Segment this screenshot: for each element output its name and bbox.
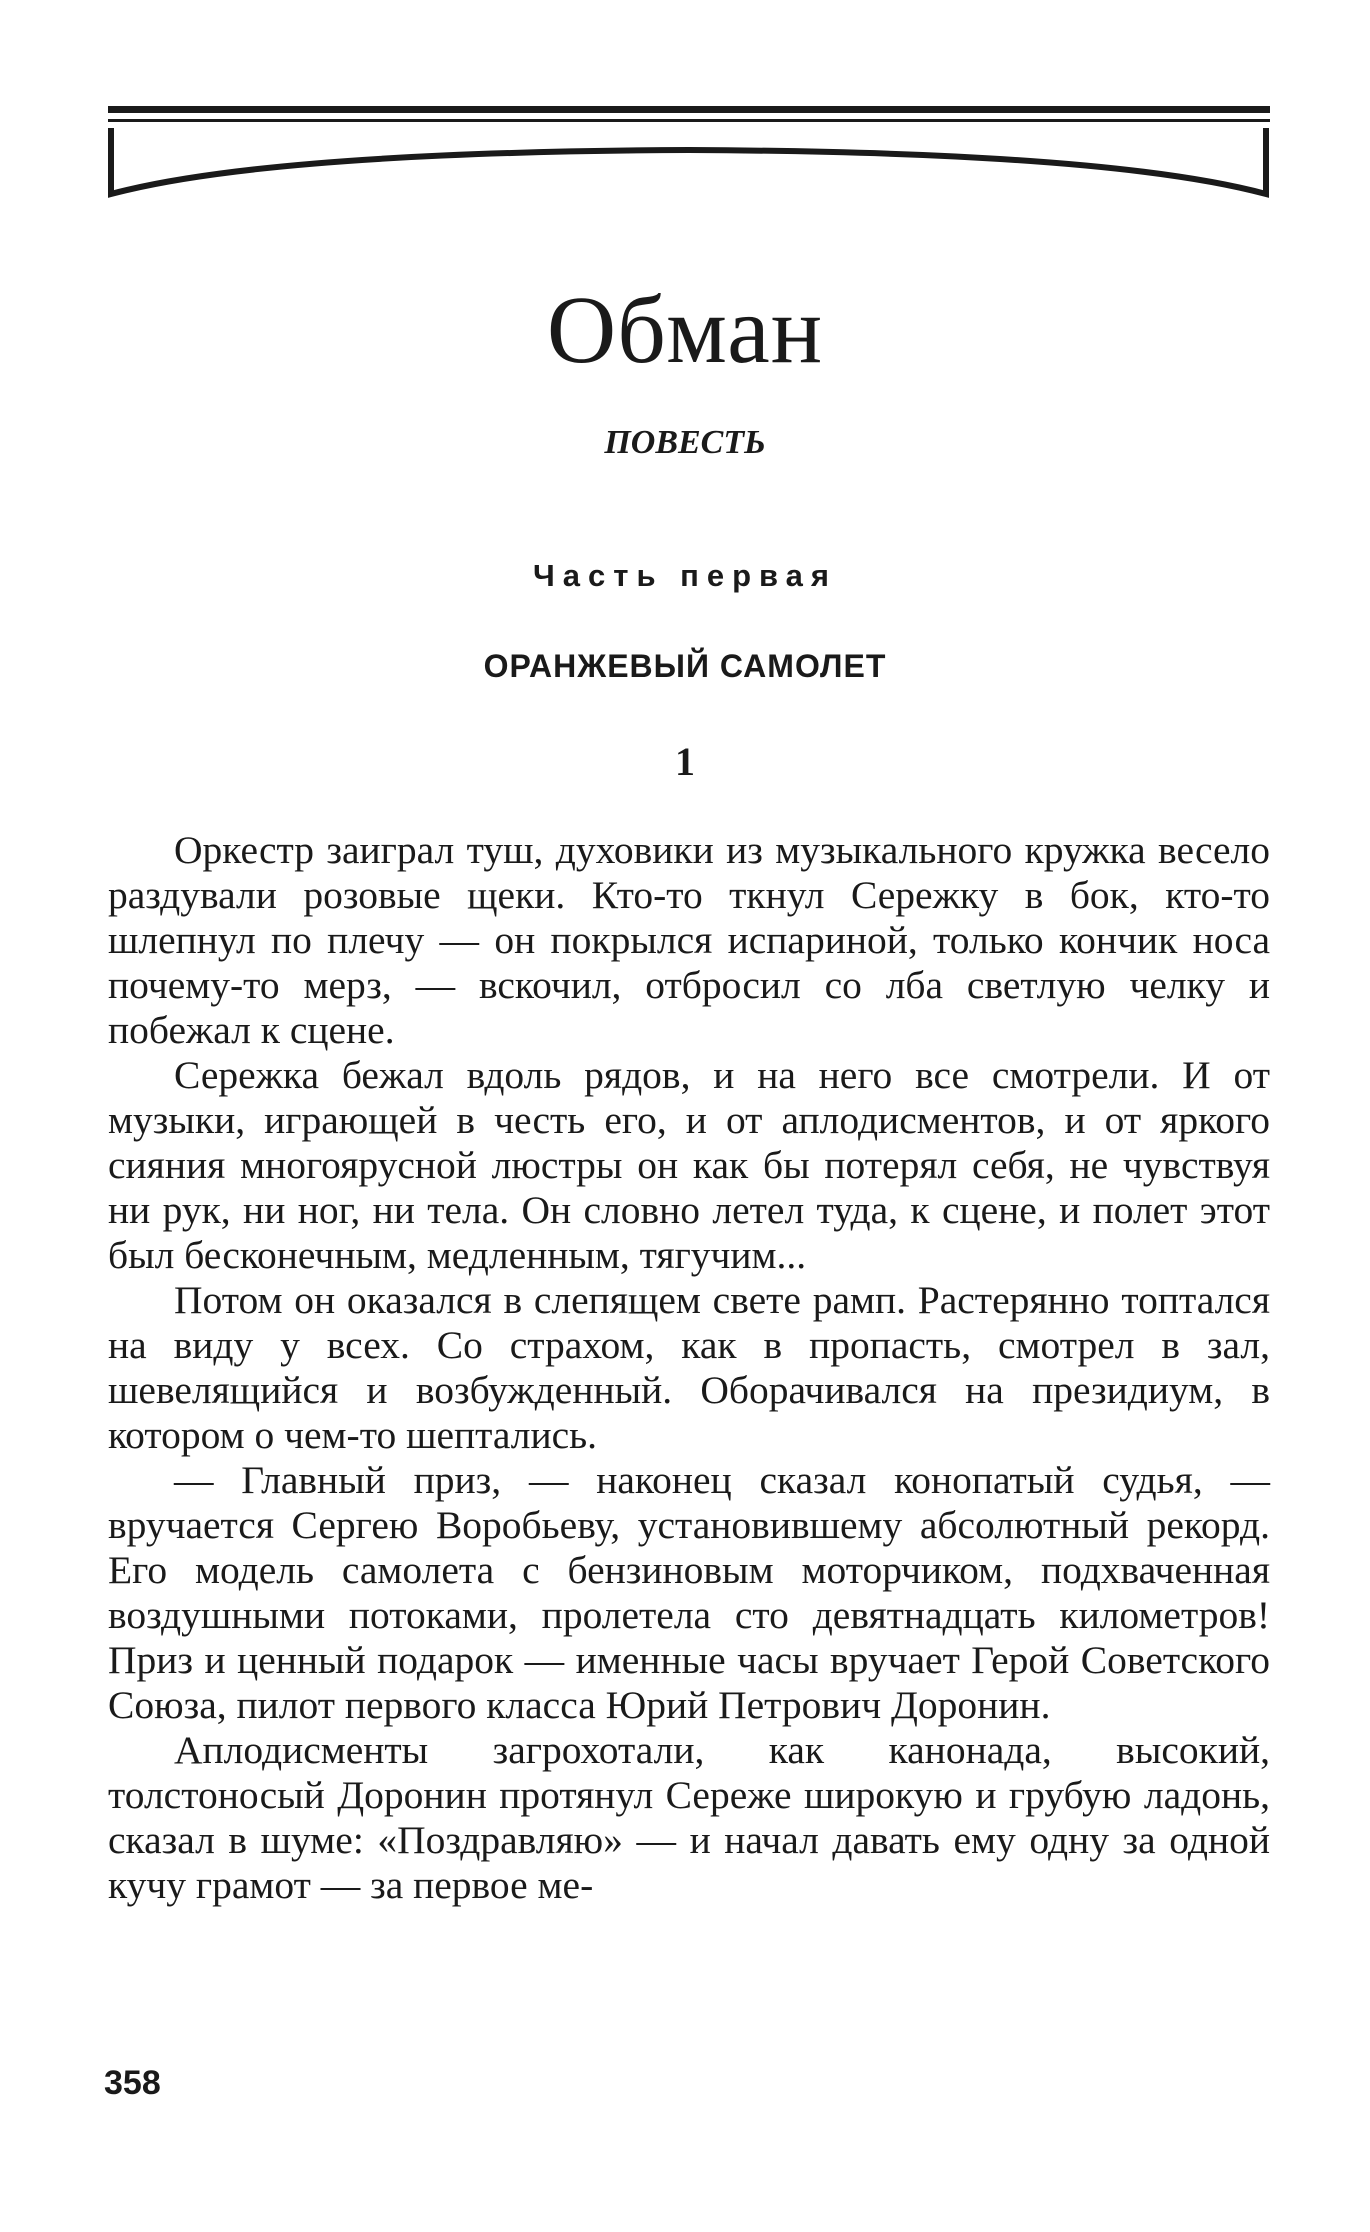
body-text bbox=[108, 828, 1270, 1908]
part-heading: Часть первая bbox=[533, 558, 837, 593]
page-title: Обман bbox=[546, 276, 824, 384]
decorative-header-frame bbox=[108, 106, 1270, 202]
paragraph: Оркестр заиграл туш, духовики из музыкального кружка весело раздували розовые щеки. Кто-то ткнул Сережку в бок, кто-то шлепнул по плечу — он покрылся испариной, только кончик носа почему-то мерз, — вскочил, отбросил со лба светлую челку и побежал к сцене. bbox=[108, 828, 1270, 1052]
paragraph: — Главный приз, — наконец сказал конопатый судья, — вручается Сергею Воробьеву, установившему абсолютный рекорд. Его модель самолета с бензиновым моторчиком, подхваченная воздушными потоками, пролетела сто девятнадцать километров! Приз и ценный подарок — именные часы вручает Герой Советского Союза, пилот первого класса Юрий Петрович Доронин. bbox=[108, 1458, 1270, 1727]
chapter-title: ОРАНЖЕВЫЙ САМОЛЕТ bbox=[483, 648, 887, 684]
genre-subtitle: ПОВЕСТЬ bbox=[604, 424, 766, 461]
chapter-number: 1 bbox=[675, 739, 695, 784]
paragraph: Аплодисменты загрохотали, как канонада, высокий, толстоносый Доронин протянул Сереже широкую и грубую ладонь, сказал в шуме: «Поздравляю» — и начал давать ему одну за одной кучу грамот — за первое ме- bbox=[108, 1728, 1270, 1907]
paragraph: Потом он оказался в слепящем свете рамп. Растерянно топтался на виду у всех. Со страхом, как в пропасть, смотрел в зал, шевелящийся и возбужденный. Оборачивался на президиум, в котором о чем-то шептались. bbox=[108, 1278, 1270, 1457]
page-number: 358 bbox=[104, 2064, 161, 2102]
paragraph: Сережка бежал вдоль рядов, и на него все смотрели. И от музыки, играющей в честь его, и от аплодисментов, и от яркого сияния многоярусной люстры он как бы потерял себя, не чувствуя ни рук, ни ног, ни тела. Он словно летел туда, к сцене, и полет этот был бесконечным, медленным, тягучим... bbox=[108, 1053, 1270, 1277]
